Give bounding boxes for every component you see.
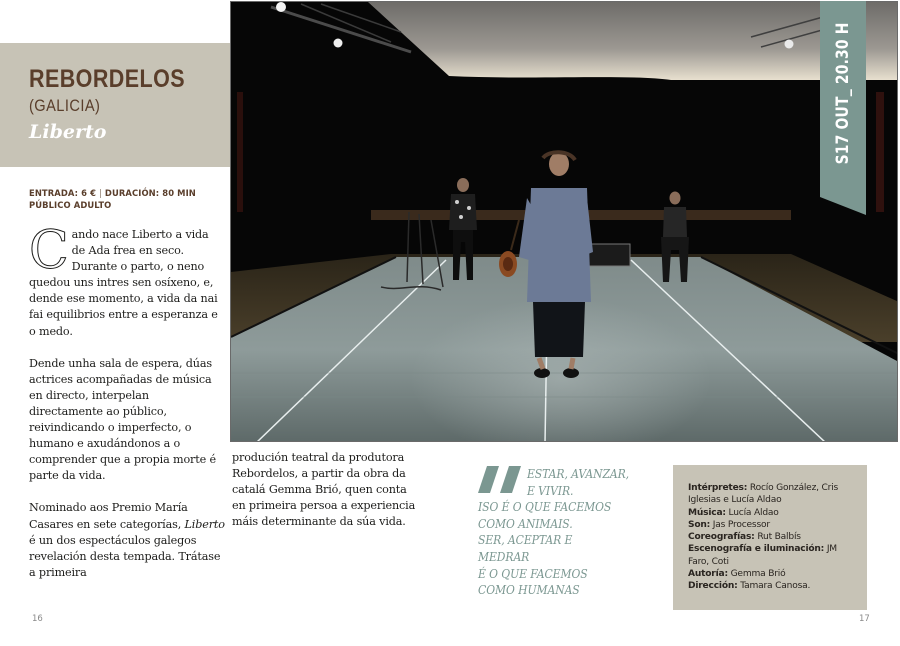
- paragraph-1: [29, 221, 225, 340]
- quote-line: COMO ANIMAIS.: [478, 516, 573, 531]
- paragraph-3-end: é un dos espectáculos galegos revelación desta tempada. Trátase a primeira: [29, 533, 221, 579]
- credit-set-lighting: Escenografía e iluminación: JM Faro, Coti: [688, 544, 837, 567]
- credit-sound: Son: Jas Processor: [688, 519, 770, 530]
- title-band: [0, 43, 230, 167]
- paragraph-2: Dende unha sala de espera, dúas actrices acompañadas de música en directo, interpelan directamente ao público, reivindicando o imperfecto, o humano e axudándonos a o comprender que a propia morte é parte da vida.: [29, 356, 216, 483]
- quote-line: E VIVIR.: [527, 483, 574, 498]
- stage-photo-illustration: [231, 2, 898, 442]
- pull-quote: [478, 466, 668, 599]
- stage-photo: [230, 1, 898, 442]
- page-number-left: 16: [32, 614, 43, 624]
- date-ribbon: [820, 1, 866, 215]
- drop-cap: C: [29, 221, 69, 281]
- duration: DURACIÓN: 80 MIN: [104, 188, 196, 198]
- show-title: Liberto: [29, 121, 107, 143]
- entry-price: ENTRADA: 6 €: [29, 188, 96, 198]
- body-column-continued: produción teatral da produtora Rebordelos, a partir da obra da catalá Gemma Brió, quen conta en primeira persoa a experiencia máis determinante da súa vida.: [232, 451, 416, 529]
- date-time-label: [820, 0, 866, 193]
- show-title-inline: Liberto: [184, 517, 225, 531]
- company-name: REBORDELOS: [29, 65, 186, 93]
- credits-box: [673, 465, 867, 610]
- quote-line: ESTAR, AVANZAR,: [527, 467, 630, 481]
- show-meta: [29, 187, 229, 211]
- quote-line: MEDRAR: [478, 549, 530, 564]
- meta-separator: |: [99, 188, 102, 198]
- date-time-text: S17 OUT_ 20.30 H: [833, 21, 853, 165]
- audience: PÚBLICO ADULTO: [29, 200, 112, 210]
- page-number-right: 17: [859, 614, 870, 624]
- quote-line: SER, ACEPTAR E: [478, 533, 573, 548]
- quote-line: É O QUE FACEMOS: [478, 566, 588, 581]
- credit-performers: Intérpretes: Rocío González, Cris Iglesias e Lucía Aldao: [688, 483, 839, 506]
- credit-choreography: Coreografías: Rut Balbís: [688, 532, 801, 543]
- quote-mark-icon: [478, 466, 522, 493]
- quote-line: COMO HUMANAS: [478, 583, 580, 598]
- body-column-left: [29, 221, 225, 597]
- quote-line: ISO É O QUE FACEMOS: [478, 500, 612, 515]
- paragraph-3-start: Nominado aos Premio María Casares en sete categorías,: [29, 501, 188, 531]
- paragraph-1-text: ando nace Liberto a vida de Ada frea en seco. Durante o parto, o neno quedou uns intres sen osíxeno, e, dende ese momento, a vida da nai fai equilibrios entre a esperanza e o medo.: [29, 228, 218, 338]
- credit-music: Música: Lucía Aldao: [688, 507, 779, 518]
- company-region: (GALICIA): [29, 96, 101, 115]
- paragraph-3: [29, 500, 225, 580]
- credit-director: Dirección: Tamara Canosa.: [688, 581, 811, 592]
- credit-author: Autoría: Gemma Brió: [688, 569, 786, 580]
